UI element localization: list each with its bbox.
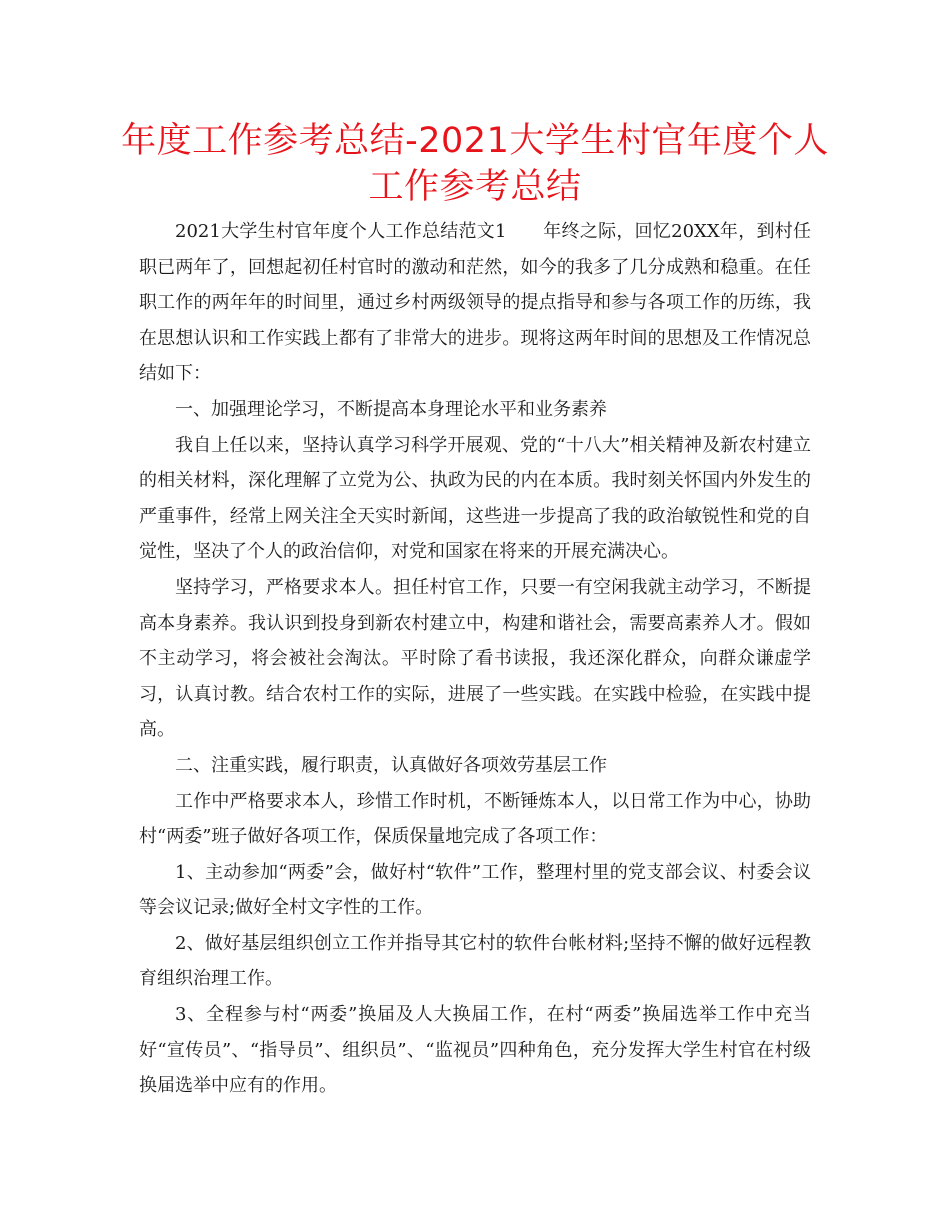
paragraph: 工作中严格要求本人，珍惜工作时机，不断锤炼本人，以日常工作为中心，协助村“两委”班子做好各项工作，保质保量地完成了各项工作：	[139, 790, 811, 848]
paragraph-intro: 2021大学生村官年度个人工作总结范文1 年终之际，回忆20XX年，到村任职已两年了，回想起初任村官时的激动和茫然，如今的我多了几分成熟和稳重。在任职工作的两年年的时间里，通过乡村两级领导的提点指导和参与各项工作的历练，我在思想认识和工作实践上都有了非常大的进步。现将这两年时间的思想及工作情况总结如下：	[139, 221, 811, 385]
section-heading-1: 一、加强理论学习，不断提高本身理论水平和业务素养	[175, 398, 607, 420]
list-item: 1、主动参加“两委”会，做好村“软件”工作，整理村里的党支部会议、村委会议等会议记录;做好全村文字性的工作。	[139, 861, 811, 919]
list-item: 3、全程参与村“两委”换届及人大换届工作，在村“两委”换届选举工作中充当好“宣传员”、“指导员”、组织员”、“监视员”四种角色，充分发挥大学生村官在村级换届选举中应有的作用。	[139, 1004, 811, 1097]
section-heading-2: 二、注重实践，履行职责，认真做好各项效劳基层工作	[175, 754, 607, 776]
list-item: 2、做好基层组织创立工作并指导其它村的软件台帐材料;坚持不懈的做好远程教育组织治理工作。	[139, 932, 811, 990]
paragraph: 我自上任以来，坚持认真学习科学开展观、党的“十八大”相关精神及新农村建立的相关材料，深化理解了立党为公、执政为民的内在本质。我时刻关怀国内外发生的严重事件，经常上网关注全天实时新闻，这些进一步提高了我的政治敏锐性和党的自觉性，坚决了个人的政治信仰，对党和国家在将来的开展充满决心。	[139, 434, 811, 563]
paragraph: 坚持学习，严格要求本人。担任村官工作，只要一有空闲我就主动学习，不断提高本身素养。我认识到投身到新农村建立中，构建和谐社会，需要高素养人才。假如不主动学习，将会被社会淘汰。平时除了看书读报，我还深化群众，向群众谦虚学习，认真讨教。结合农村工作的实际，进展了一些实践。在实践中检验，在实践中提高。	[139, 576, 811, 741]
document-body	[139, 214, 811, 1104]
document-title: 年度工作参考总结-2021大学生村官年度个人工作参考总结	[121, 121, 829, 207]
